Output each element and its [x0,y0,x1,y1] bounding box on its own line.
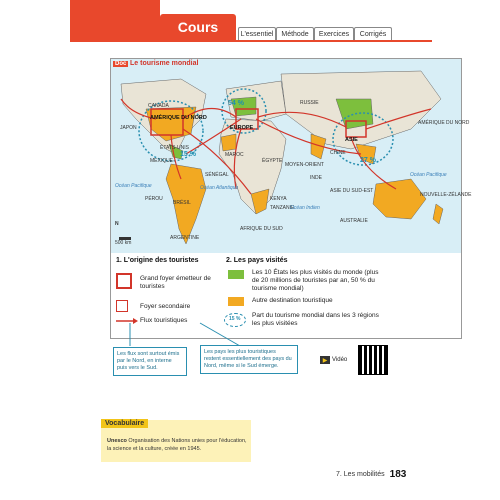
vocab-definition: Organisation des Nations unies pour l'éducation, la science et la culture, créée en 1945. [107,438,247,452]
legend-circle-pct: 15 % [229,316,241,322]
vocab-heading: Vocabulaire [101,419,148,428]
tab-exercices[interactable]: Exercices [314,27,354,41]
label-perou: PÉROU [145,196,163,202]
page-number: 183 [389,469,407,480]
chapter-label: 7. Les mobilités [336,471,385,478]
ocean-atlantique: Océan Atlantique [200,185,239,191]
doc-label: Doc [115,61,127,67]
video-label: Vidéo [332,357,348,363]
legend-top10: Les 10 États les plus visités du monde (plus de 20 millions de touristes par an, 50 % du tourisme mondial) [252,269,379,292]
label-senegal: SÉNÉGAL [205,172,229,178]
label-canada: CANADA [148,103,169,109]
pct-amerique: 15 % [180,151,196,158]
tab-methode[interactable]: Méthode [276,27,314,41]
footer [336,469,406,480]
label-kenya: KENYA [270,196,287,202]
map-graphic [111,59,461,254]
label-inde: INDE [310,175,322,181]
video-button[interactable] [320,354,354,366]
legend-foyer-secondaire-swatch [116,300,128,312]
callout-connectors [110,318,280,348]
pct-europe: 54 % [228,100,244,107]
label-chine: CHINE [330,150,346,156]
tab-essentiel[interactable]: L'essentiel [238,27,276,41]
legend-grand-foyer-swatch [116,273,132,289]
legend-green-swatch [228,270,244,279]
legend-orange-swatch [228,297,244,306]
label-amerique-nord-right: AMÉRIQUE DU NORD [418,120,470,126]
label-nz: NOUVELLE-ZÉLANDE [420,192,472,198]
scale-label: 500 km [115,240,132,246]
label-japon: JAPON [120,125,137,131]
north-arrow: N [115,221,119,227]
legend-left-title: 1. L'origine des touristes [116,257,199,264]
label-australie: AUSTRALIE [340,218,368,224]
label-maroc: MAROC [225,152,244,158]
label-amerique-nord: AMÉRIQUE DU NORD [150,115,207,121]
label-argentine: ARGENTINE [170,235,200,241]
world-map [110,58,462,255]
tab-corriges[interactable]: Corrigés [354,27,392,41]
callout-left: Les flux sont surtout émis par le Nord, en interne puis vers le Sud. [113,347,187,376]
header-band [70,0,160,40]
ocean-pacifique-left: Océan Pacifique [115,183,152,189]
ocean-indien: Océan Indien [290,205,320,211]
doc-title: Le tourisme mondial [130,60,199,67]
vocab-text [107,437,247,453]
ocean-pacifique-right: Océan Pacifique [410,172,447,178]
legend-autre-destination: Autre destination touristique [252,297,333,304]
header-rule [70,40,432,42]
label-bresil: BRÉSIL [173,200,191,206]
legend-flux: Flux touristiques [140,317,188,324]
pct-asie: 27 % [360,157,376,164]
label-egypte: ÉGYPTE [262,158,283,164]
qr-code[interactable] [358,345,388,375]
play-icon: ▶ [320,356,330,364]
vocab-term: Unesco [107,438,127,444]
label-asie-sud-est: ASIE DU SUD-EST [330,188,374,194]
legend-part-tourisme: Part du tourisme mondial dans les 3 régions les plus visitées [252,312,379,327]
legend-foyer-secondaire: Foyer secondaire [140,303,191,310]
label-tanzanie: TANZANIE [270,205,295,211]
legend-grand-foyer: Grand foyer émetteur de touristes [140,275,211,290]
label-mexique: MEXIQUE [150,158,174,164]
tab-cours[interactable]: Cours [160,14,236,40]
label-usa: ÉTATS-UNIS [160,145,189,151]
callout-right: Les pays les plus touristiques restent essentiellement des pays du Nord, même si le Sud émerge. [200,345,298,374]
label-moyen-orient: MOYEN-ORIENT [285,162,324,168]
legend-right-title: 2. Les pays visités [226,257,288,264]
label-asie: ASIE [345,137,358,143]
label-europe: EUROPE [230,125,254,131]
label-russie: RUSSIE [300,100,319,106]
label-afrique-sud: AFRIQUE DU SUD [240,226,283,232]
